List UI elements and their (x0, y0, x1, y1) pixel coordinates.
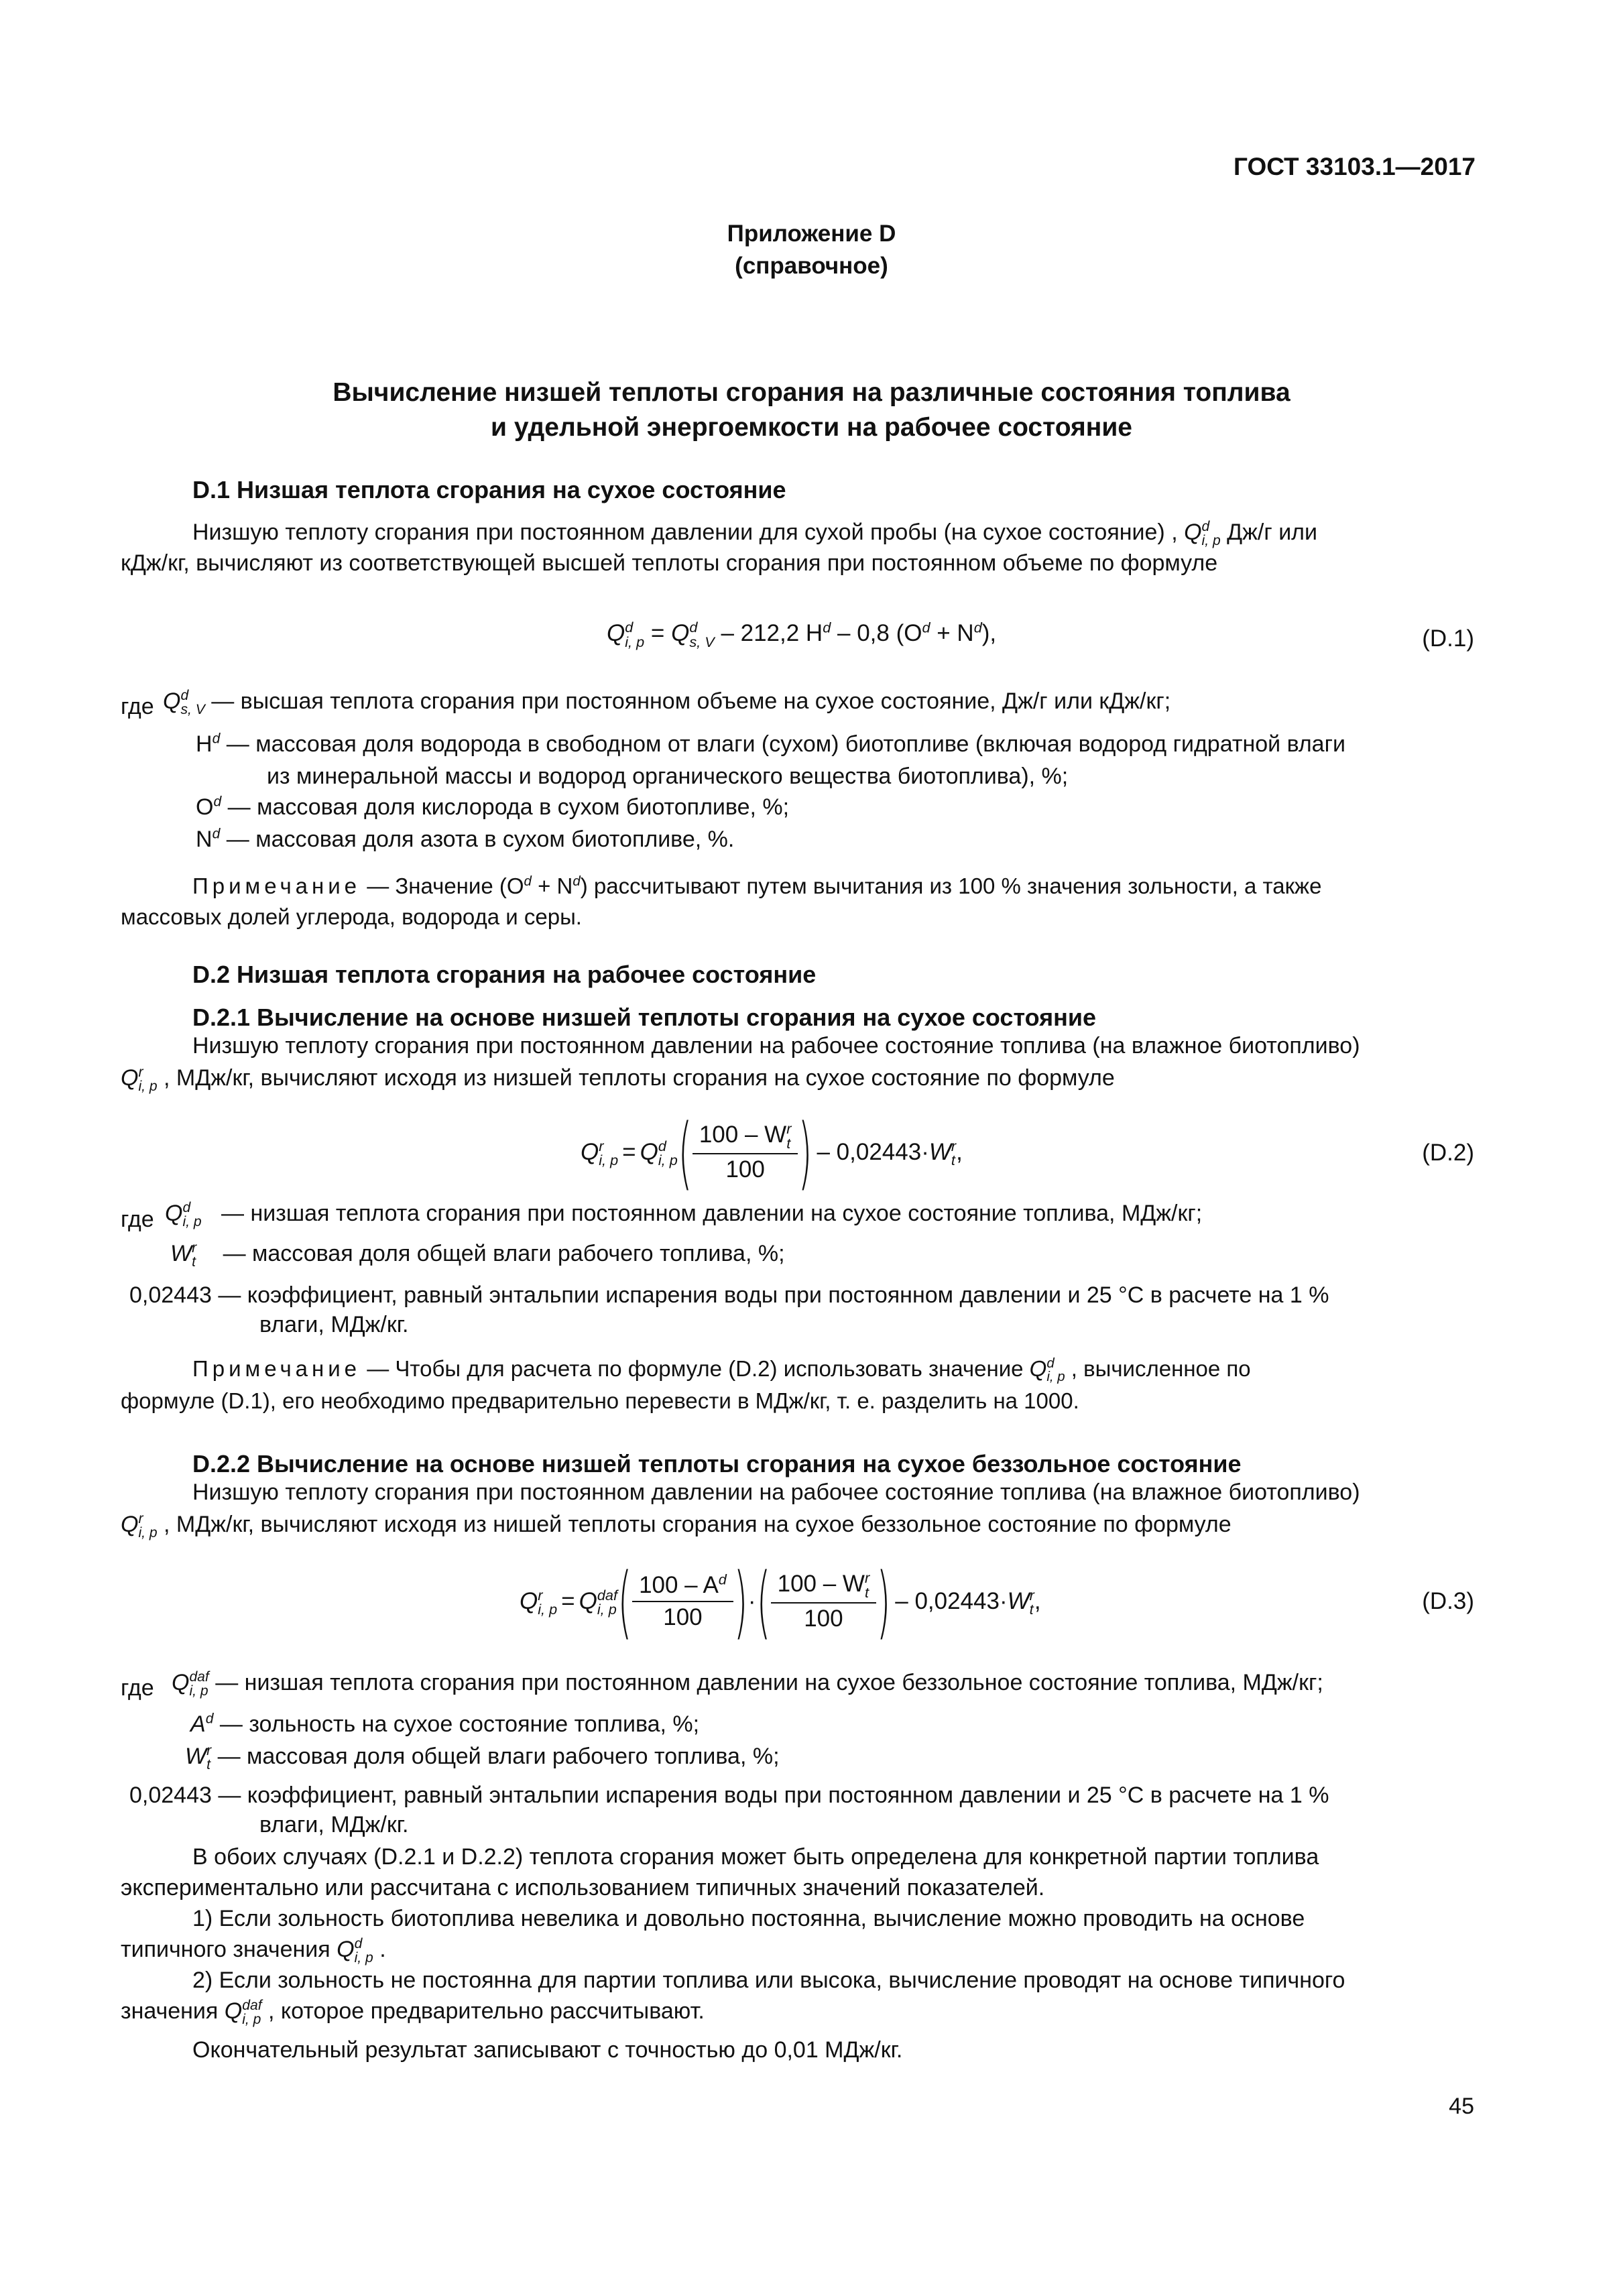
page-number: 45 (1449, 2094, 1474, 2119)
d22-def-q: Q daf i, p — низшая теплота сгорания при постоянном давлении на сухое беззольное состояние топлива, МДж/кг; (172, 1669, 1323, 1699)
d21-note-line1: Примечание — Чтобы для расчета по формуле (D.2) использовать значение Q d i, p , вычисленное по (192, 1355, 1251, 1385)
item1-line2: типичного значения Q d i, p . (121, 1935, 386, 1966)
formula-d3-number: (D.3) (1422, 1588, 1474, 1614)
final-result-text: Окончательный результат записывают с точностью до 0,01 МДж/кг. (192, 2037, 903, 2063)
d21-intro-line2: Q r i, p , МДж/кг, вычисляют исходя из низшей теплоты сгорания на сухое состояние по формуле (121, 1064, 1115, 1095)
d1-note-line1: Примечание — Значение $(O^d + N^d)$ рассчитывают путем вычитания из 100 % значения зольности, а также (192, 873, 1322, 898)
fraction-d3-ash: $\frac{100 - A^d}{100}$ (632, 1573, 733, 1631)
d22-intro-line2: Q r i, p , МДж/кг, вычисляют исходя из нишей теплоты сгорания на сухое беззольное состояние по формуле (121, 1510, 1231, 1541)
d22-intro-line1: Низшую теплоту сгорания при постоянном давлении на рабочее состояние топлива (на влажное биотопливо) (192, 1479, 1360, 1505)
formula-d1: Q d i, p = Q d s, V – 212,2 $H^d - 0,8$ $(O^d + N^d)$, (607, 619, 997, 650)
section-d22-heading: D.2.2 Вычисление на основе низшей теплоты сгорания на сухое беззольное состояние (192, 1450, 1242, 1477)
section-d1-heading: D.1 Низшая теплота сгорания на сухое состояние (192, 476, 786, 503)
d1-def-o: $O^d$ — массовая доля кислорода в сухом биотопливе, %; (196, 794, 790, 820)
standard-id: ГОСТ 33103.1—2017 (1233, 153, 1476, 180)
d22-def-coef-cont: влаги, МДж/кг. (259, 1812, 409, 1837)
section-d2-heading: D.2 Низшая теплота сгорания на рабочее состояние (192, 961, 817, 988)
fraction-d2: 100 – W r t 100 (693, 1122, 798, 1183)
d1-def-h: $H^d$ — массовая доля водорода в свободном от влаги (сухом) биотопливе (включая водород гидратной влаги (196, 731, 1345, 757)
d22-def-a: $A^d$ — зольность на сухое состояние топлива, %; (190, 1711, 700, 1737)
d21-def-coef: 0,02443 — коэффициент, равный энтальпии испарения воды при постоянном давлении и 25 °С в расчете на 1 % (129, 1282, 1329, 1308)
appendix-status: (справочное) (735, 253, 888, 279)
item2-line2: значения Q daf i, p , которое предварительно рассчитывают. (121, 1997, 705, 2028)
d1-intro-line1: Низшую теплоту сгорания при постоянном давлении для сухой пробы (на сухое состояние) , Q d i, p Дж/г или (192, 518, 1318, 549)
d1-def-qsv: Q d s, V — высшая теплота сгорания при постоянном объеме на сухое состояние, Дж/г или кДж/кг; (163, 687, 1171, 718)
section-d21-heading: D.2.1 Вычисление на основе низшей теплоты сгорания на сухое состояние (192, 1004, 1097, 1031)
both-cases-line1: В обоих случаях (D.2.1 и D.2.2) теплота сгорания может быть определена для конкретной партии топлива (192, 1844, 1319, 1870)
both-cases-line2: экспериментально или рассчитана с использованием типичных значений показателей. (121, 1875, 1045, 1900)
d1-note-line2: массовых долей углерода, водорода и серы. (121, 904, 582, 929)
appendix-title: Приложение D (727, 221, 896, 247)
d21-where: где (121, 1207, 154, 1232)
symbol-q-dry: Q d i, p (1184, 518, 1221, 549)
item1-line1: 1) Если зольность биотоплива невелика и довольно постоянна, вычисление можно проводить на основе (192, 1906, 1305, 1931)
formula-d2-number: (D.2) (1422, 1140, 1474, 1166)
d1-where: где (121, 694, 154, 719)
main-title-line2: и удельной энергоемкости на рабочее состояние (491, 413, 1132, 442)
d21-def-coef-cont: влаги, МДж/кг. (259, 1312, 409, 1337)
d22-def-coef: 0,02443 — коэффициент, равный энтальпии испарения воды при постоянном давлении и 25 °С в расчете на 1 % (129, 1783, 1329, 1808)
main-title-line1: Вычисление низшей теплоты сгорания на различные состояния топлива (333, 378, 1290, 407)
d1-intro-line2: кДж/кг, вычисляют из соответствующей высшей теплоты сгорания при постоянном объеме по формуле (121, 550, 1218, 576)
item2-line1: 2) Если зольность не постоянна для партии топлива или высока, вычисление проводят на основе типичного (192, 1968, 1345, 1993)
d1-def-n: $N^d$ — массовая доля азота в сухом биотопливе, %. (196, 826, 735, 852)
d22-def-w: W r t — массовая доля общей влаги рабочего топлива, %; (185, 1742, 780, 1773)
d1-def-h-cont: из минеральной массы и водород органического вещества биотоплива), %; (267, 764, 1069, 789)
formula-d3: Q r i, p = Q daf i, p ( $\frac{100 - A^d}{100}$ ) · ( 100 – W r t 100 ) – 0,02443· W r t , (520, 1555, 1041, 1648)
formula-d1-number: (D.1) (1422, 625, 1474, 652)
formula-d2: Q r i, p = Q d i, p ( 100 – W r t 100 ) – 0,02443· W r t , (581, 1106, 963, 1199)
d21-intro-line1: Низшую теплоту сгорания при постоянном давлении на рабочее состояние топлива (на влажное биотопливо) (192, 1033, 1360, 1059)
d21-def-w: W r t — массовая доля общей влаги рабочего топлива, %; (170, 1240, 785, 1270)
fraction-d3-moisture: 100 – W r t 100 (771, 1571, 877, 1632)
d21-def-q: Q d i, p — низшая теплота сгорания при постоянном давлении на сухое состояние топлива, МДж/кг; (165, 1199, 1203, 1230)
d22-where: где (121, 1675, 154, 1701)
d21-note-line2: формуле (D.1), его необходимо предварительно перевести в МДж/кг, т. е. разделить на 1000. (121, 1388, 1079, 1413)
